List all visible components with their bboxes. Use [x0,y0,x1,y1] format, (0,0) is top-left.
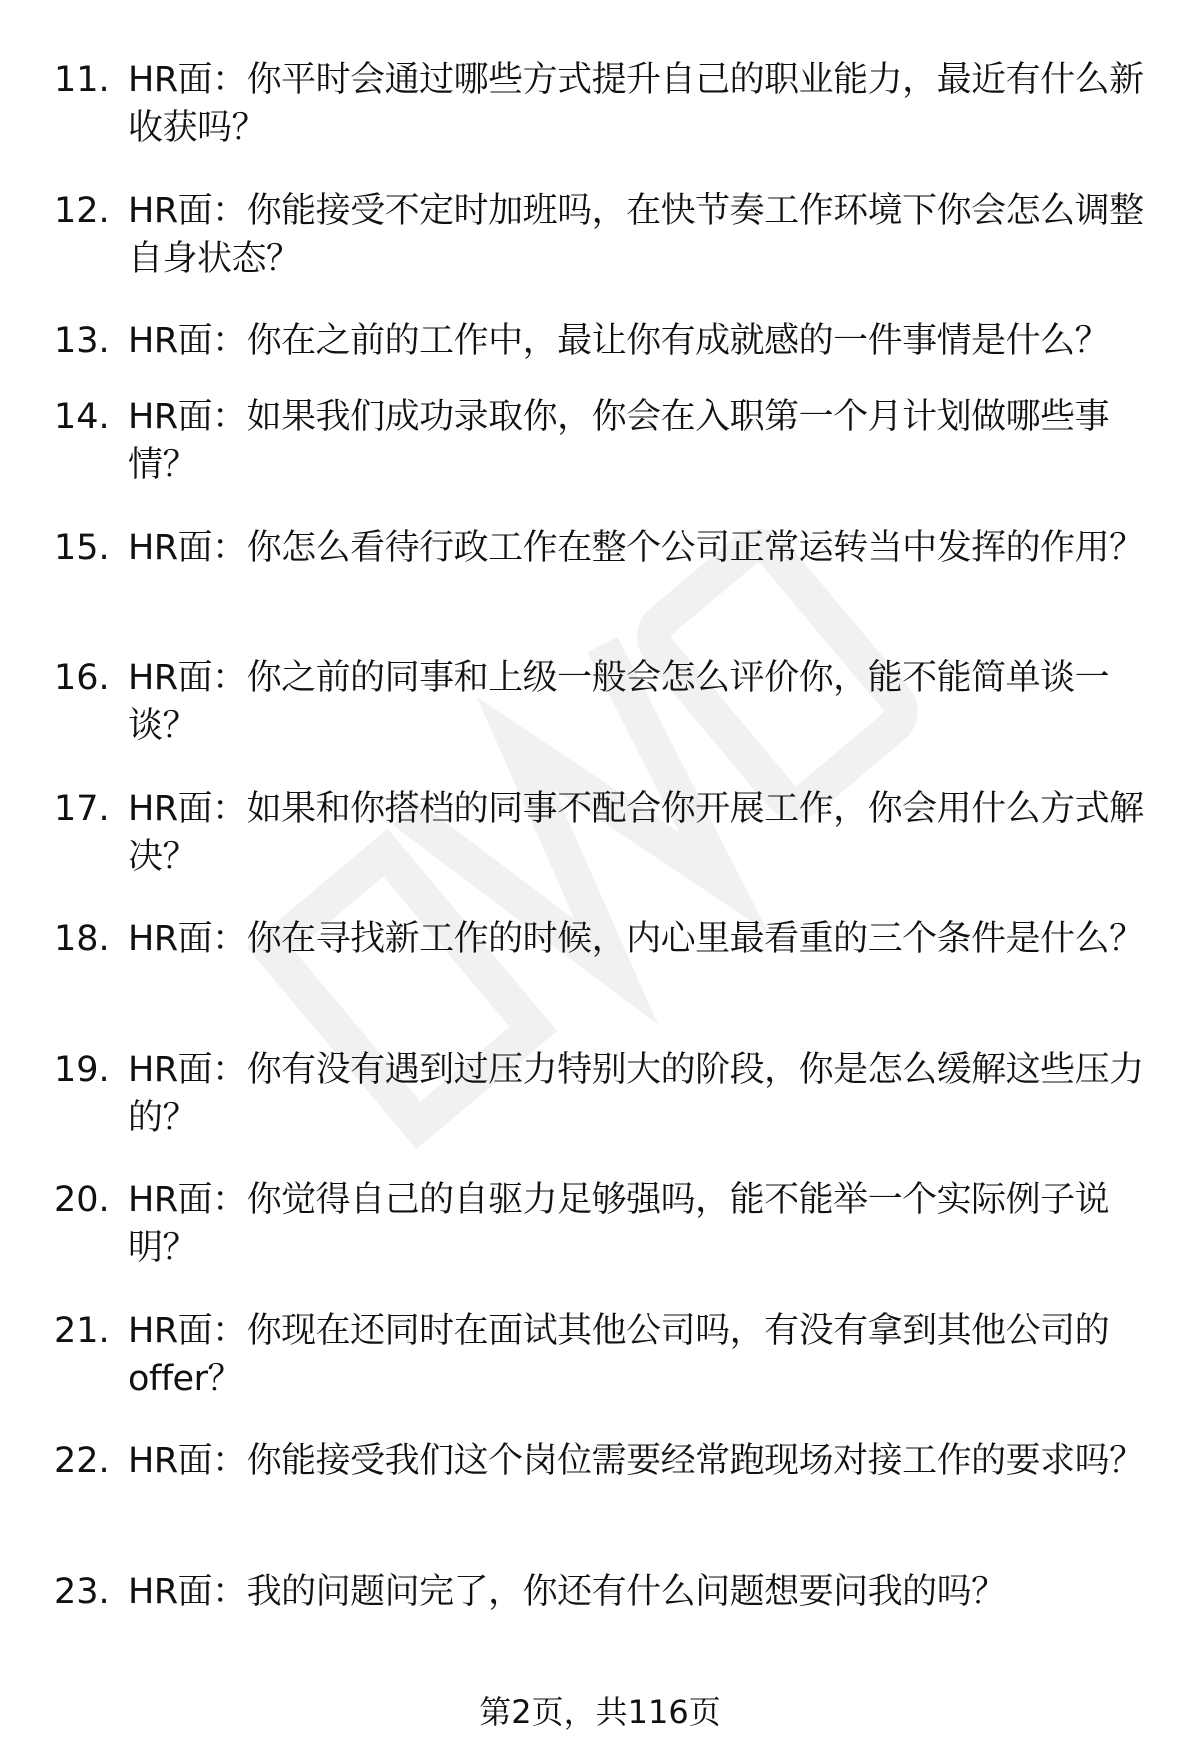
question-number: 20. [54,1180,110,1220]
question-item [0,187,1200,318]
question-text: HR面：你怎么看待行政工作在整个公司正常运转当中发挥的作用？ [128,527,1144,568]
question-item [0,1307,1200,1438]
question-number: 12. [54,190,110,231]
question-item [0,1046,1200,1177]
question-number: 18. [54,919,110,959]
question-item [0,1437,1200,1568]
question-text: HR面：我的问题问完了，你还有什么问题想要问我的吗？ [128,1571,1006,1612]
question-item [0,393,1200,524]
question-text: HR面：你平时会通过哪些方式提升自己的职业能力，最近有什么新收获吗？ [128,60,1144,148]
question-number: 14. [54,397,110,437]
question-text: HR面：你在寻找新工作的时候，内心里最看重的三个条件是什么？ [128,919,1144,959]
question-item [0,915,1200,1046]
question-number: 23. [54,1571,110,1612]
question-item [0,1568,1200,1699]
question-number: 21. [54,1310,110,1351]
question-item [0,785,1200,916]
question-item [0,654,1200,785]
question-item [0,56,1200,187]
question-number: 19. [54,1049,110,1090]
question-text: HR面：你在之前的工作中，最让你有成就感的一件事情是什么？ [128,321,1110,361]
question-text: HR面：如果我们成功录取你，你会在入职第一个月计划做哪些事情？ [128,397,1110,485]
question-text: HR面：你现在还同时在面试其他公司吗，有没有拿到其他公司的offer？ [128,1310,1110,1399]
question-number: 16. [54,658,110,698]
question-text: HR面：你之前的同事和上级一般会怎么评价你，能不能简单谈一谈？ [128,658,1110,746]
question-text: HR面：你能接受我们这个岗位需要经常跑现场对接工作的要求吗？ [128,1441,1144,1481]
question-item [0,524,1200,655]
question-number: 22. [54,1441,110,1481]
question-number: 13. [54,321,110,361]
question-number: 11. [54,60,110,100]
question-number: 15. [54,527,110,568]
question-text: HR面：你有没有遇到过压力特别大的阶段，你是怎么缓解这些压力的？ [128,1049,1144,1138]
page-footer: 第2页，共116页 [479,1693,721,1731]
question-item [0,1176,1200,1307]
question-text: HR面：你觉得自己的自驱力足够强吗，能不能举一个实际例子说明？ [128,1180,1110,1268]
question-item [0,317,1200,393]
question-list [0,56,1200,1698]
question-text: HR面：如果和你搭档的同事不配合你开展工作，你会用什么方式解决？ [128,788,1144,877]
question-number: 17. [54,788,110,829]
question-text: HR面：你能接受不定时加班吗，在快节奏工作环境下你会怎么调整自身状态？ [128,190,1144,279]
